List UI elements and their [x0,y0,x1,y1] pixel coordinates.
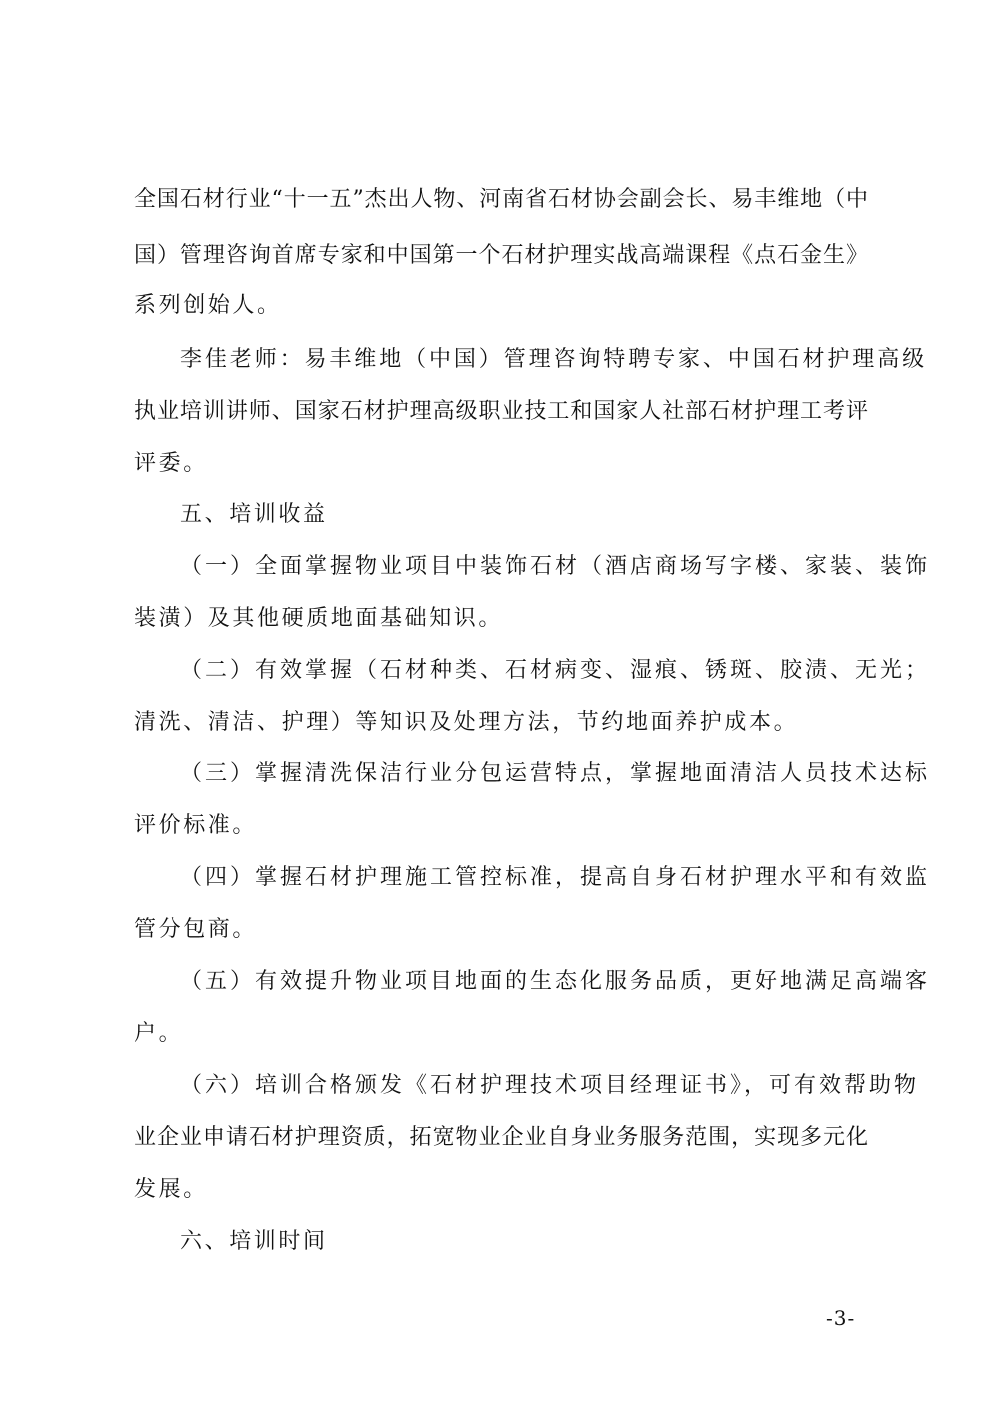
section5-heading: 五、培训收益 [180,502,328,527]
intro-line-2: 国）管理咨询首席专家和中国第一个石材护理实战高端课程《点石金生》 [134,243,868,268]
benefit6-line-3: 发展。 [134,1177,208,1202]
benefit3-line-1: （三）掌握清洗保洁行业分包运营特点，掌握地面清洁人员技术达标 [180,761,931,786]
benefit5-line-2: 户。 [134,1021,184,1046]
benefit1-line-1: （一）全面掌握物业项目中装饰石材（酒店商场写字楼、家装、装饰 [180,554,931,579]
benefit2-line-1: （二）有效掌握（石材种类、石材病变、湿痕、锈斑、胶渍、无光； [180,658,931,683]
li-jia-line-3: 评委。 [134,451,208,476]
benefit3-line-2: 评价标准。 [134,813,258,838]
li-jia-line-1: 李佳老师：易丰维地（中国）管理咨询特聘专家、中国石材护理高级 [180,347,928,372]
benefit5-line-1: （五）有效提升物业项目地面的生态化服务品质，更好地满足高端客 [180,969,931,994]
benefit6-line-1: （六）培训合格颁发《石材护理技术项目经理证书》，可有效帮助物 [180,1073,920,1098]
section6-heading: 六、培训时间 [180,1229,328,1254]
page-number: -3- [826,1306,856,1330]
benefit2-line-2: 清洗、清洁、护理）等知识及处理方法，节约地面养护成本。 [134,710,799,735]
benefit6-line-2: 业企业申请石材护理资质，拓宽物业企业自身业务服务范围，实现多元化 [134,1125,868,1150]
benefit1-line-2: 装潢）及其他硬质地面基础知识。 [134,606,504,631]
benefit4-line-1: （四）掌握石材护理施工管控标准，提高自身石材护理水平和有效监 [180,865,931,890]
li-jia-line-2: 执业培训讲师、国家石材护理高级职业技工和国家人社部石材护理工考评 [134,399,868,424]
intro-line-1: 全国石材行业“十一五”杰出人物、河南省石材协会副会长、易丰维地（中 [134,187,868,212]
benefit4-line-2: 管分包商。 [134,917,258,942]
intro-line-3: 系列创始人。 [134,293,282,318]
